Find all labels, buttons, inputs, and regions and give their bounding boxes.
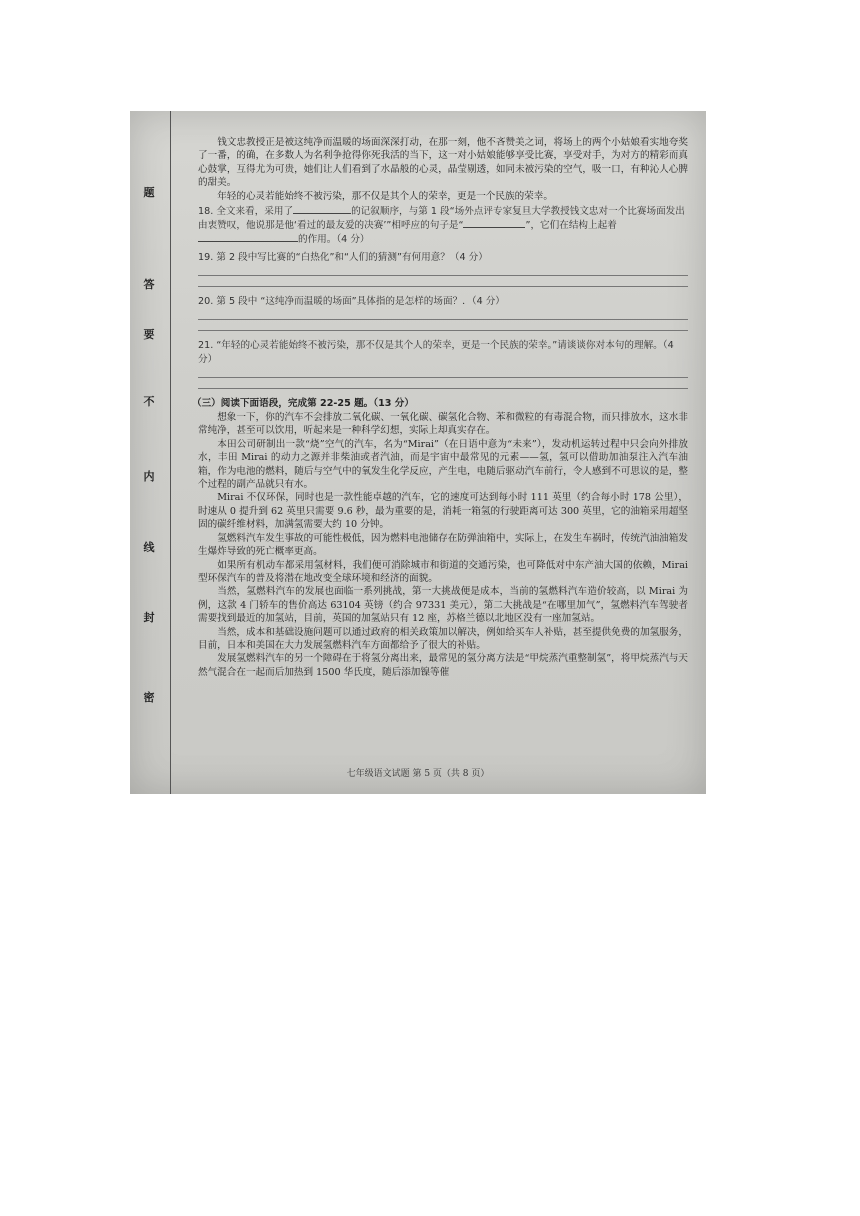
margin-char: 要 (143, 328, 155, 341)
answer-line[interactable] (198, 275, 688, 276)
margin-char: 不 (143, 395, 155, 408)
margin-char: 题 (143, 186, 155, 199)
answer-blank[interactable] (198, 241, 298, 242)
passage-b-paragraph: 当然，成本和基础设施问题可以通过政府的相关政策加以解决，例如给买车人补贴，甚至提供免费的加氢服务，目前，日本和美国在大力发展氢燃料汽车方面都给予了很大的补贴。 (198, 626, 688, 651)
answer-line[interactable] (198, 377, 688, 378)
answer-blank[interactable] (463, 227, 525, 228)
question-number: 21. (198, 340, 214, 352)
question-18 (198, 205, 688, 247)
section-heading: （三）阅读下面语段，完成第 22-25 题。（13 分） (192, 398, 414, 410)
question-text: ”，它们在结构上起着 (525, 220, 617, 232)
question-20 (198, 295, 688, 309)
passage-b-paragraph: 想象一下，你的汽车不会排放二氧化碳、一氧化碳、碳氢化合物、苯和微粒的有毒混合物，而只排放水，这水非常纯净，甚至可以饮用，听起来是一种科学幻想，实际上却真实存在。 (198, 412, 688, 437)
answer-line[interactable] (198, 319, 688, 320)
passage-b-paragraph: 如果所有机动车都采用氢材料，我们便可消除城市和街道的交通污染，也可降低对中东产油大国的依赖，Mirai 型环保汽车的普及将潜在地改变全球环境和经济的面貌。 (198, 559, 688, 584)
question-text: 的作用。（4 分） (298, 234, 370, 246)
answer-blank[interactable] (293, 213, 351, 214)
page-footer: 七年级语文试题 第 5 页（共 8 页） (346, 769, 490, 779)
passage-b-paragraph: 氢燃料汽车发生事故的可能性极低，因为燃料电池储存在防弹油箱中，实际上，在发生车祸时，传统汽油油箱发生爆炸导致的死亡概率更高。 (198, 532, 688, 558)
margin-char: 线 (143, 541, 155, 554)
question-21 (198, 339, 688, 367)
page-content (192, 136, 688, 679)
question-text: 全文来看，采用了 (216, 206, 294, 218)
question-number: 18. (198, 206, 214, 218)
passage-a-paragraph: 年轻的心灵若能始终不被污染，那不仅是其个人的荣幸，更是一个民族的荣幸。 (217, 190, 553, 202)
passage-b-paragraph: 发展氢燃料汽车的另一个障碍在于将氢分离出来，最常见的氢分离方法是“甲烷蒸汽重整制氢”，将甲烷蒸汽与天然气混合在一起而后加热到 1500 华氏度，随后添加镍等催 (198, 653, 688, 678)
passage-b-paragraph: 当然，氢燃料汽车的发展也面临一系列挑战，第一大挑战便是成本，当前的氢燃料汽车造价较高，以 Mirai 为例，这款 4 门轿车的售价高达 63104 英镑（约合 97331 美元），第二大挑战是“在哪里加气”，氢燃料汽车驾驶者需要找到最近的加氢站，目前，英国的加氢站只有 12 座，苏格兰德以北地区没有一座加氢站。 (198, 586, 688, 625)
passage-b-paragraph: 本田公司研制出一款“烧”空气的汽车，名为“Mirai”（在日语中意为“未来”），发动机运转过程中只会向外排放水，丰田 Mirai 的动力之源并非柴油或者汽油，而是宇宙中最常见的元素——氢，氢可以借助加油泵注入汽车油箱，作为电池的燃料，随后与空气中的氧发生化学反应，产生电，电随后驱动汽车前行，令人感到不可思议的是，整个过程的副产品就只有水。 (198, 438, 688, 491)
passage-a-paragraph: 钱文忠教授正是被这纯净而温暖的场面深深打动，在那一刻，他不吝赞美之词，将场上的两个小姑娘看实地夸奖了一番，的确，在多数人为名利争抢得你死我活的当下，这一对小姑娘能够享受比赛，享受对手，为对方的精彩而真心鼓掌，互得尤为可贵，她们让人们看到了水晶般的心灵，晶莹剔透，如同未被污染的空气，吸一口，有种沁人心脾的甜美。 (198, 137, 688, 189)
question-number: 20. (198, 296, 214, 308)
answer-line[interactable] (198, 388, 688, 389)
question-text: 第 2 段中写比赛的“白热化”和“人们的猜测”有何用意？（4 分） (216, 252, 488, 264)
margin-char: 内 (143, 470, 155, 483)
question-number: 19. (198, 252, 214, 264)
passage-b-paragraph: Mirai 不仅环保，同时也是一款性能卓越的汽车，它的速度可达到每小时 111 英里（约合每小时 178 公里），时速从 0 提升到 62 英里只需要 9.6 秒，最为重要的是，消耗一箱氢的行驶距离可达 300 英里，它的油箱采用超坚固的碳纤维材料，加满氢需要大约 10 分钟。 (198, 492, 688, 531)
margin-char: 密 (143, 691, 155, 704)
question-text: “年轻的心灵若能始终不被污染，那不仅是其个人的荣幸，更是一个民族的荣幸。”请谈谈你对本句的理解。（4 分） (198, 340, 674, 366)
seal-line-margin (130, 111, 171, 794)
question-text: 的记叙顺序，与第 1 段“场外点评专家复旦大学教授钱文忠对一个比赛场面发出由衷赞叹，他说那是他‘看过的最友爱的决赛’”相呼应的句子是“ (198, 206, 685, 232)
margin-char: 封 (143, 611, 155, 624)
question-text: 第 5 段中 “这纯净而温暖的场面”具体指的是怎样的场面？．（4 分） (216, 296, 505, 308)
question-19 (198, 251, 688, 265)
answer-line[interactable] (198, 286, 688, 287)
answer-line[interactable] (198, 330, 688, 331)
scanned-exam-page (130, 111, 706, 794)
margin-char: 答 (143, 278, 155, 291)
